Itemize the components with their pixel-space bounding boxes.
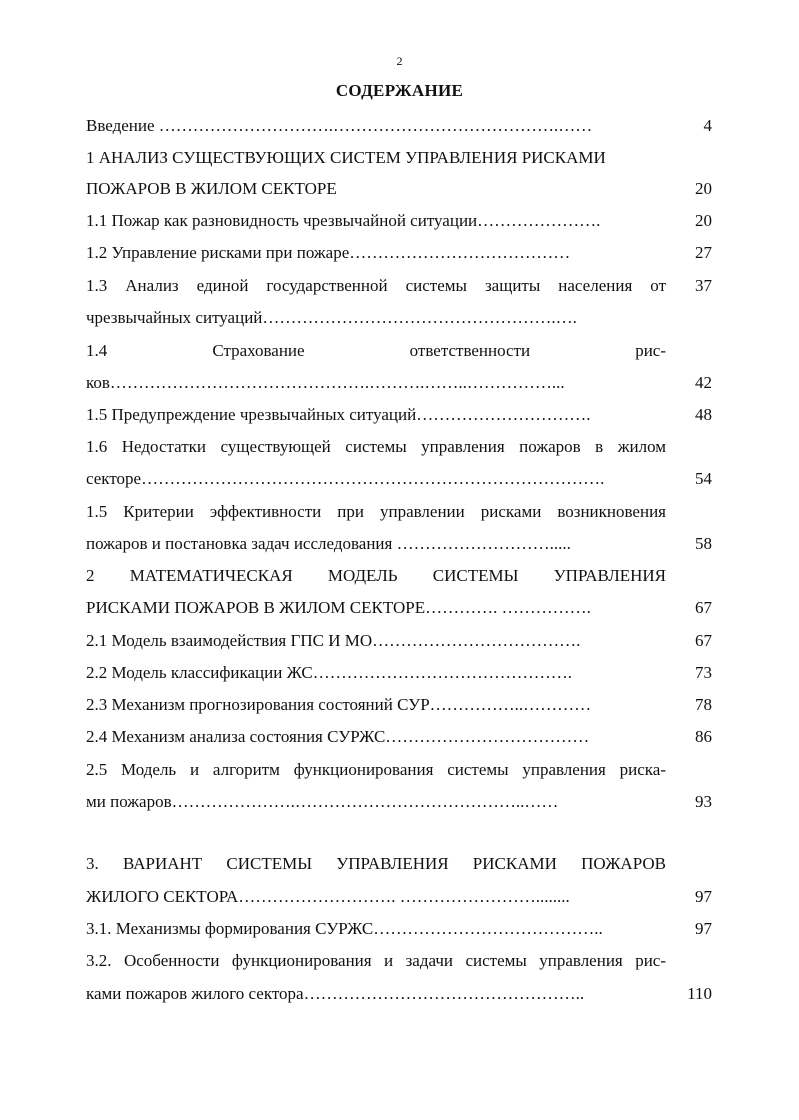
toc-entry-text: ПОЖАРОВ В ЖИЛОМ СЕКТОРЕ xyxy=(86,179,337,198)
toc-entry-text: 3. ВАРИАНТ СИСТЕМЫ УПРАВЛЕНИЯ РИСКАМИ ПОЖАРОВ xyxy=(86,854,666,873)
toc-entry-page: 27 xyxy=(695,243,712,262)
page-title: СОДЕРЖАНИЕ xyxy=(335,81,464,100)
toc-entry-text: 3.1. Механизмы формирования СУРЖС………………………………….. xyxy=(86,919,603,938)
toc-entry-page: 78 xyxy=(695,695,712,714)
toc-entry-text: РИСКАМИ ПОЖАРОВ В ЖИЛОМ СЕКТОРЕ…………. ……………. xyxy=(86,598,591,617)
toc-entry-text: ми пожаров………………….…………………………………..…… xyxy=(86,792,559,811)
toc-entry-page: 58 xyxy=(695,534,712,553)
toc-entry-page: 48 xyxy=(695,405,712,424)
toc-entry-page: 97 xyxy=(695,919,712,938)
toc-entry-text: секторе………………………………………………………………………. xyxy=(86,469,605,488)
toc-entry-text: ЖИЛОГО СЕКТОРА………………………. ……………………........ xyxy=(86,887,570,906)
toc-entry-text: 1.1 Пожар как разновидность чрезвычайной ситуации…………………. xyxy=(86,211,601,230)
toc-entry-page: 54 xyxy=(695,469,712,488)
toc-entry-page: 42 xyxy=(695,373,712,392)
toc-entry-page: 20 xyxy=(695,179,712,198)
toc-entry-text: ков……………………………………….……….……..……………... xyxy=(86,373,565,392)
toc-entry-text: Введение ………………………….………………………………….…… xyxy=(86,116,593,135)
toc-entry-text: 1.5 Предупреждение чрезвычайных ситуаций…………………………. xyxy=(86,405,591,424)
toc-entry-text: 2.4 Механизм анализа состояния СУРЖС……………………………… xyxy=(86,727,590,746)
toc-entry-page: 37 xyxy=(695,276,712,295)
toc-entry-page: 97 xyxy=(695,887,712,906)
toc-entry-text: пожаров и постановка задач исследования ………………………..... xyxy=(86,534,571,553)
toc-entry-text: 2.2 Модель классификации ЖС………………………………………. xyxy=(86,663,572,682)
toc-entry-text: 2.3 Механизм прогнозирования состояний СУР……………..………… xyxy=(86,695,592,714)
toc-entry-page: 4 xyxy=(703,116,712,135)
toc-entry-text: 1.3 Анализ единой государственной системы защиты населения от xyxy=(86,276,666,295)
toc-entry-text: чрезвычайных ситуаций…………………………………………….…. xyxy=(86,308,577,327)
toc-entry-text: 2.5 Модель и алгоритм функционирования системы управления риска- xyxy=(86,760,666,779)
toc-entry-text: 1 АНАЛИЗ СУЩЕСТВУЮЩИХ СИСТЕМ УПРАВЛЕНИЯ РИСКАМИ xyxy=(86,148,606,167)
toc-entry-page: 110 xyxy=(687,984,712,1003)
toc-entry-text: 2.1 Модель взаимодействия ГПС И МО………………………………. xyxy=(86,631,581,650)
toc-entry-text: 1.2 Управление рисками при пожаре………………………………… xyxy=(86,243,571,262)
toc-entry-page: 20 xyxy=(695,211,712,230)
toc-entry-page: 93 xyxy=(695,792,712,811)
toc-entry-page: 73 xyxy=(695,663,712,682)
toc-entry-text: ками пожаров жилого сектора………………………………………….. xyxy=(86,984,585,1003)
toc-entry-text: 3.2. Особенности функционирования и задачи системы управления рис- xyxy=(86,951,666,970)
toc-entry-text: 2 МАТЕМАТИЧЕСКАЯ МОДЕЛЬ СИСТЕМЫ УПРАВЛЕНИЯ xyxy=(86,566,666,585)
toc-entry-text: 1.5 Критерии эффективности при управлении рисками возникновения xyxy=(86,502,666,521)
toc-entry-page: 67 xyxy=(695,631,712,650)
toc-entry-page: 86 xyxy=(695,727,712,746)
toc-entry-text: 1.4 Страхование ответственности рис- xyxy=(86,341,666,360)
toc-entry-text: 1.6 Недостатки существующей системы управления пожаров в жилом xyxy=(86,437,666,456)
page-number: 2 xyxy=(396,54,403,68)
toc-entry-page: 67 xyxy=(695,598,712,617)
